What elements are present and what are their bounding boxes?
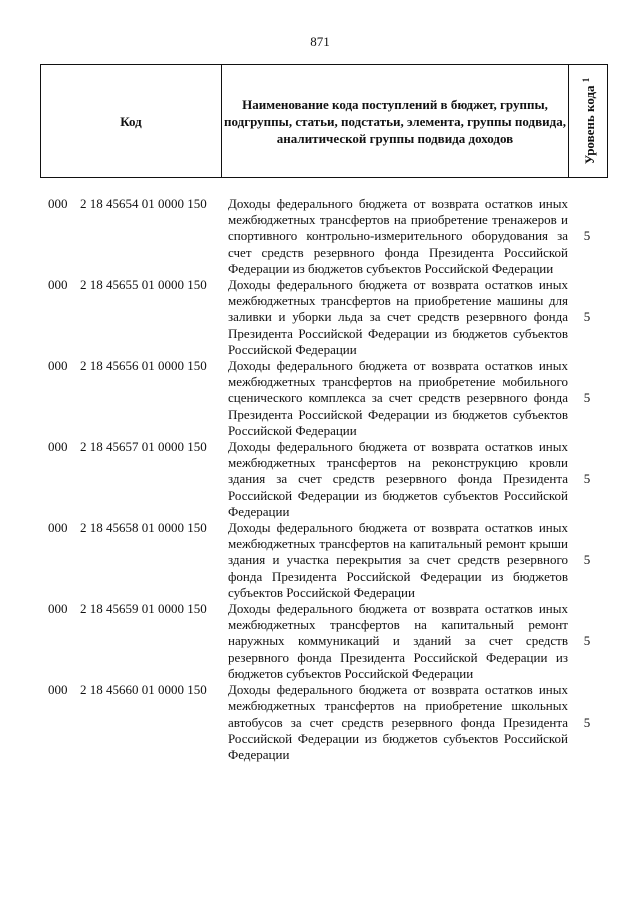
row-level: 5 [583,228,591,244]
row-name: Доходы федерального бюджета от возврата остатков иных межбюджетных трансфертов на приобретение мобильного сценического комплекса за счет средств резервного фонда Президента Российской Федерации из бюджетов субъектов Российской Федерации [228,358,568,438]
row-name: Доходы федерального бюджета от возврата остатков иных межбюджетных трансфертов на приобретение машины для заливки и уборки льда за счет средств резервного фонда Президента Российской Федерации из бюджетов субъектов Российской Федерации [228,277,568,357]
header-level-footnote: 1 [580,77,591,83]
row-level: 5 [583,309,591,325]
table-row [40,439,606,520]
row-prefix: 000 [48,358,68,374]
row-prefix: 000 [48,439,68,455]
row-code: 2 18 45657 01 0000 150 [80,439,207,455]
row-level: 5 [583,471,591,487]
table-body [40,196,606,763]
row-level: 5 [583,552,591,568]
table-row [40,682,606,763]
row-prefix: 000 [48,601,68,617]
table-row [40,601,606,682]
row-prefix: 000 [48,196,68,211]
row-code: 2 18 45660 01 0000 150 [80,682,207,698]
table-header [40,64,608,178]
row-name: Доходы федерального бюджета от возврата остатков иных межбюджетных трансфертов на приобретение школьных автобусов за счет средств резервного фонда Президента Российской Федерации из бюджетов субъектов Российской Федерации [228,682,568,762]
row-prefix: 000 [48,520,68,536]
row-name: Доходы федерального бюджета от возврата остатков иных межбюджетных трансфертов на капитальный ремонт крыши здания и участка перекрытия за счет средств резервного фонда Президента Российской Федерации из бюджетов субъектов Российской Федерации [228,520,568,600]
row-name: Доходы федерального бюджета от возврата остатков иных межбюджетных трансфертов на капитальный ремонт наружных коммуникаций и зданий за счет средств резервного фонда Президента Российской Федерации из бюджетов субъектов Российской Федерации [228,601,568,681]
row-code: 2 18 45656 01 0000 150 [80,358,207,374]
header-level [578,78,598,165]
table-row [40,277,606,358]
row-level: 5 [583,633,591,649]
row-name: Доходы федерального бюджета от возврата остатков иных межбюджетных трансфертов на реконструкцию кровли здания за счет средств резервного фонда Президента Российской Федерации из бюджетов субъектов Российской Федерации [228,439,568,519]
page-number: 871 [310,34,330,49]
row-code: 2 18 45655 01 0000 150 [80,277,207,293]
header-name: Наименование кода поступлений в бюджет, группы, подгруппы, статьи, подстатьи, элемента, группы подвида, аналитической группы подвида доходов [222,65,569,178]
row-level: 5 [583,714,591,730]
row-code: 2 18 45658 01 0000 150 [80,520,207,536]
table-row [40,520,606,601]
header-level-cell [569,65,608,178]
row-prefix: 000 [48,682,68,698]
table-row [40,358,606,439]
row-level: 5 [583,390,591,406]
row-name: Доходы федерального бюджета от возврата остатков иных межбюджетных трансфертов на приобретение тренажеров и спортивного контрольно-измерительного оборудования за счет средств резервного фонда Президента Российской Федерации из бюджетов субъектов Российской Федерации [228,196,568,276]
header-code: Код [41,65,222,178]
row-code: 2 18 45654 01 0000 150 [80,196,207,211]
row-code: 2 18 45659 01 0000 150 [80,601,207,617]
row-prefix: 000 [48,277,68,293]
table-row [40,196,606,277]
header-level-label: Уровень кода [582,85,598,165]
